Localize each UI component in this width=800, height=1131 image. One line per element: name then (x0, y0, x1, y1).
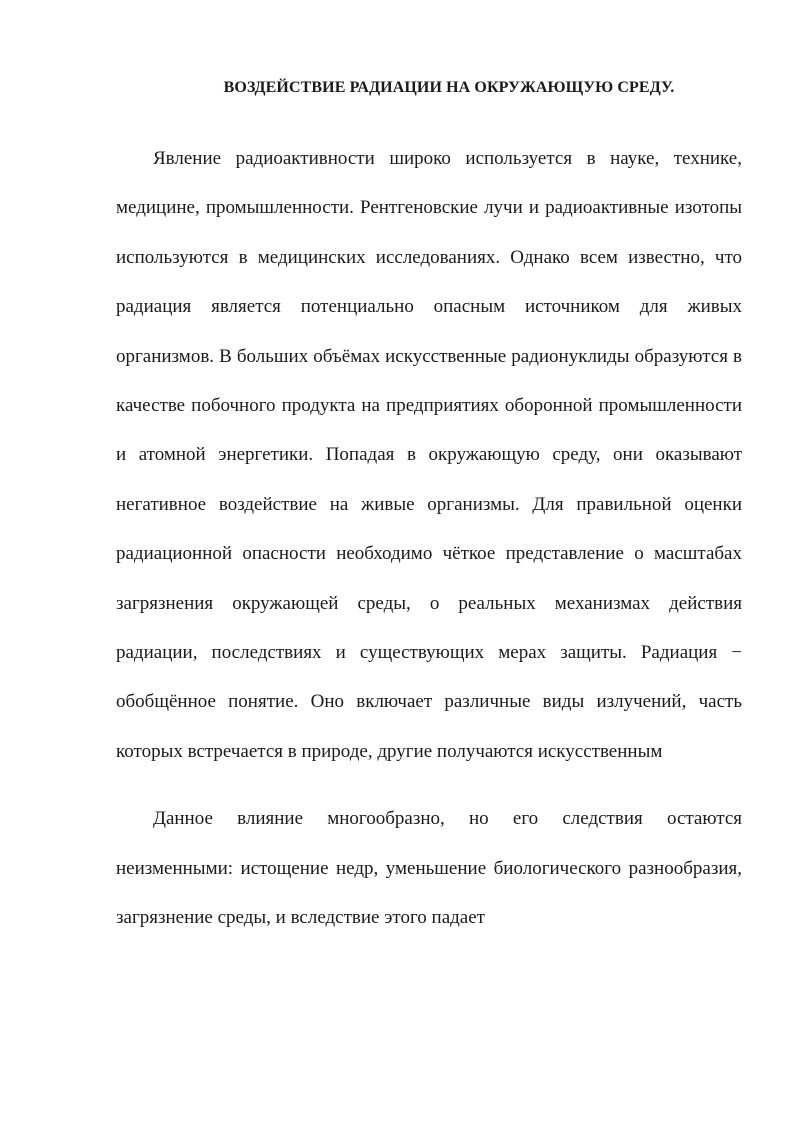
document-page (116, 74, 742, 943)
document-title: ВОЗДЕЙСТВИЕ РАДИАЦИИ НА ОКРУЖАЮЩУЮ СРЕДУ. (223, 79, 675, 96)
paragraph-environmental-impact: Данное влияние многообразно, но его следствия остаются неизменными: истощение недр, уменьшение биологического разнообразия, загрязнение среды, и вследствие этого падает (116, 808, 742, 929)
paragraph-radiation-overview: Явление радиоактивности широко используется в науке, технике, медицине, промышленности. Рентгеновские лучи и радиоактивные изотопы используются в медицинских исследованиях. Однако всем известно, что радиация является потенциально опасным источником для живых организмов. В больших объёмах искусственные радионуклиды образуются в качестве побочного продукта на предприятиях оборонной промышленности и атомной энергетики. Попадая в окружающую среду, они оказывают негативное воздействие на живые организмы. Для правильной оценки радиационной опасности необходимо чёткое представление о масштабах загрязнения окружающей среды, о реальных механизмах действия радиации, последствиях и существующих мерах защиты. Радиация − обобщённое понятие. Оно включает различные виды излучений, часть которых встречается в природе, другие получаются искусственным (116, 148, 742, 762)
